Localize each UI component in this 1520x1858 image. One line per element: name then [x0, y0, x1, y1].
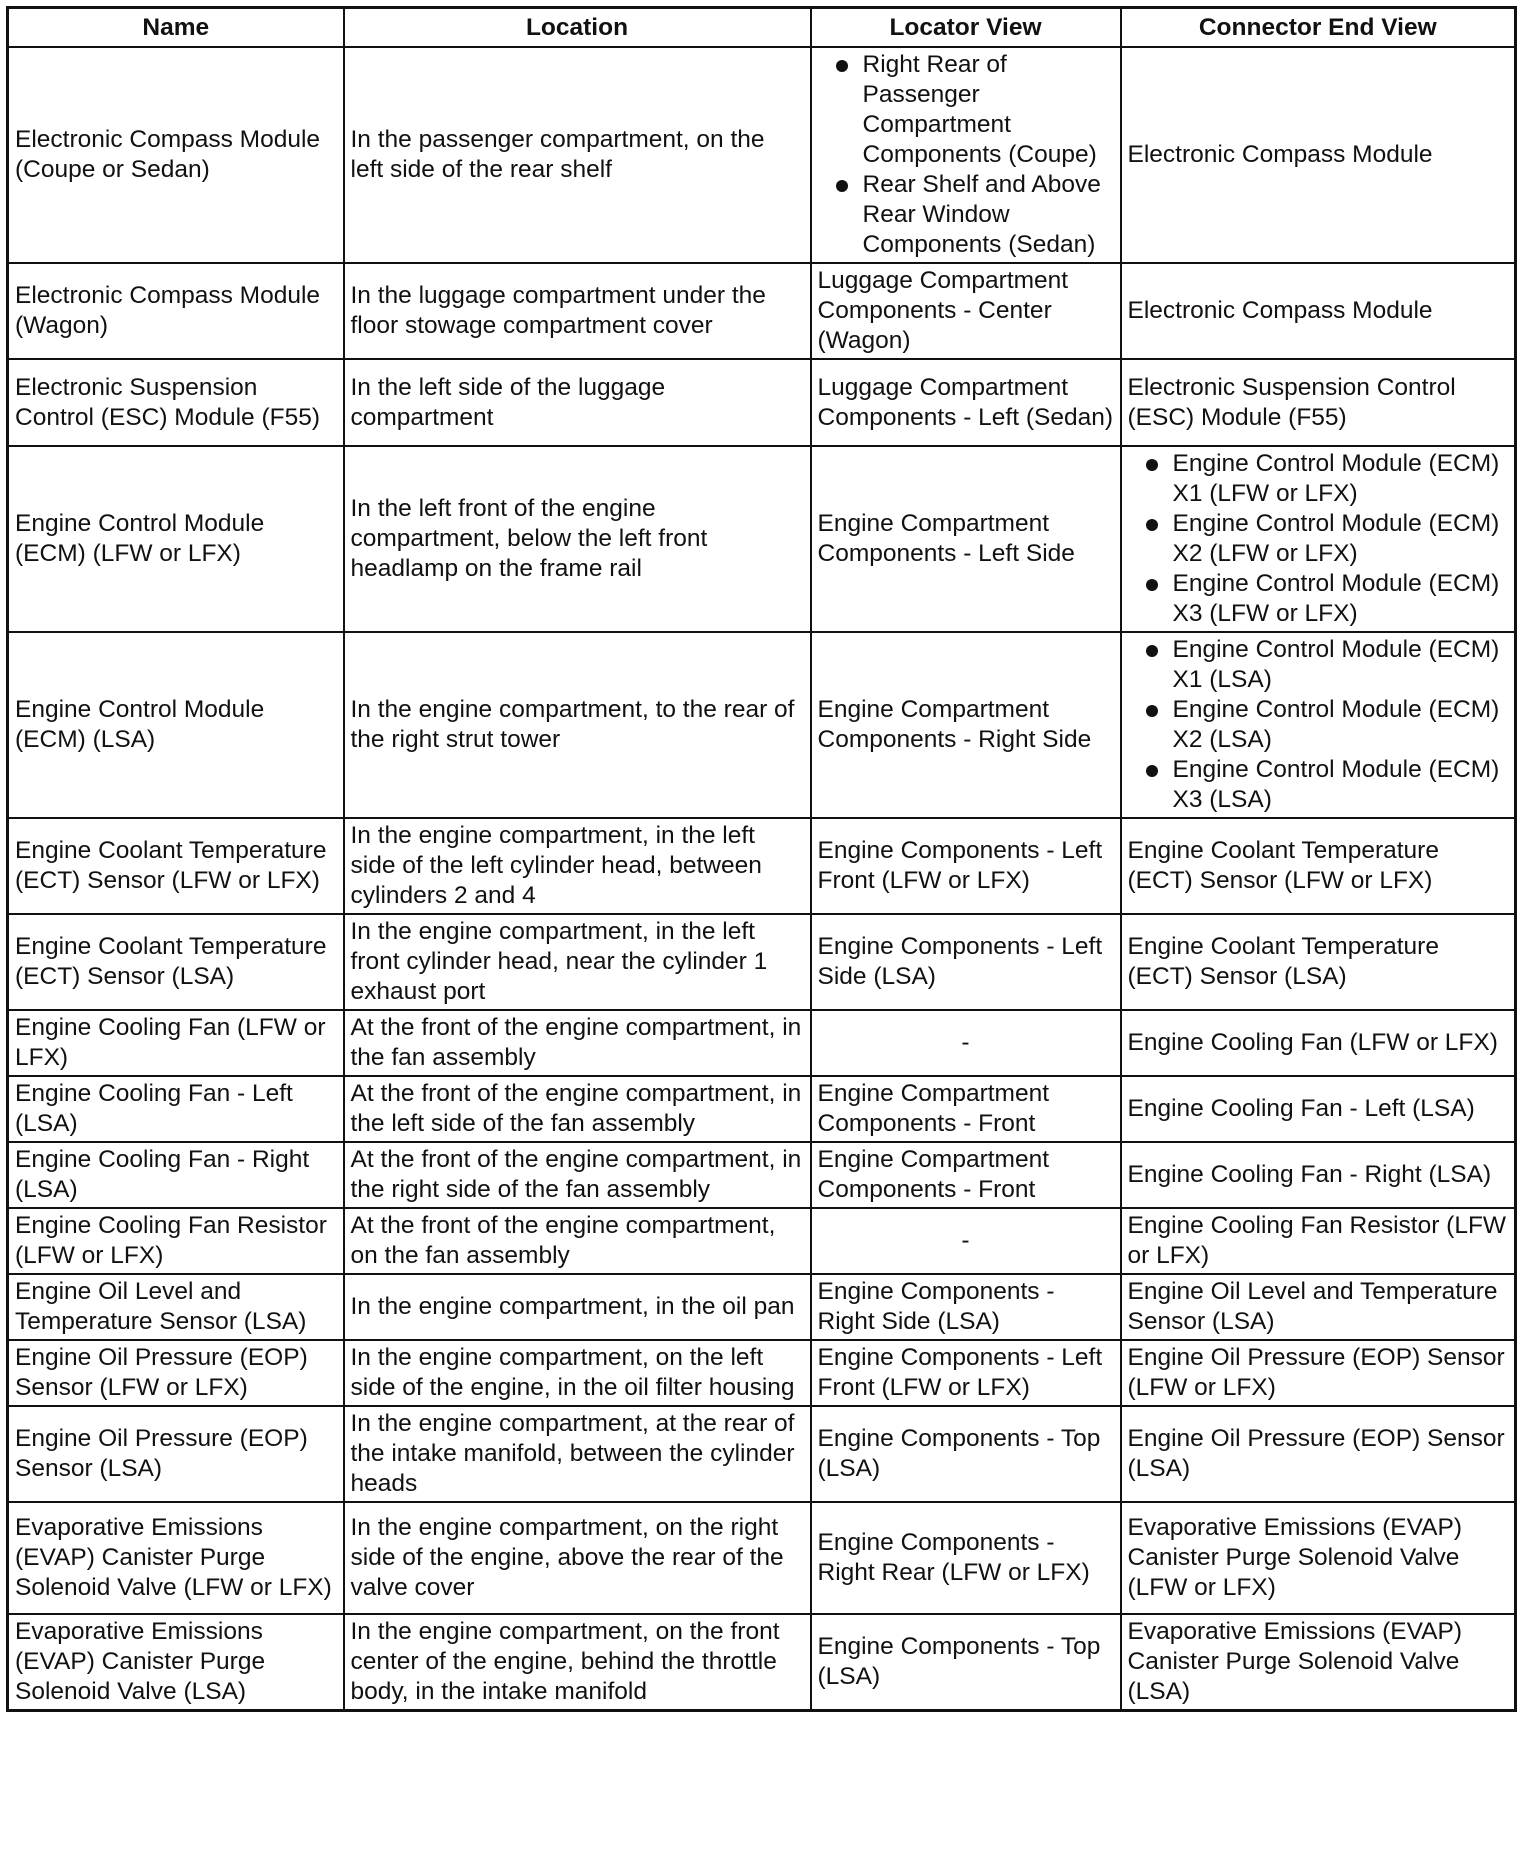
header-name: Name — [8, 8, 344, 48]
table-row — [8, 632, 1516, 818]
name-cell: Engine Cooling Fan - Left (LSA) — [8, 1076, 344, 1142]
locator-cell: - — [811, 1010, 1121, 1076]
locator-cell: Engine Components - Top (LSA) — [811, 1406, 1121, 1502]
location-cell: In the left side of the luggage compartment — [344, 359, 811, 446]
connector-cell: Engine Cooling Fan (LFW or LFX) — [1121, 1010, 1516, 1076]
table-row — [8, 1406, 1516, 1502]
locator-cell: Engine Compartment Components - Front — [811, 1076, 1121, 1142]
locator-cell: - — [811, 1208, 1121, 1274]
location-cell: In the engine compartment, in the left side of the left cylinder head, between cylinders 2 and 4 — [344, 818, 811, 914]
locator-cell — [811, 47, 1121, 263]
connector-list-item: Engine Control Module (ECM) X1 (LFW or LFX) — [1128, 449, 1509, 509]
locator-cell: Engine Components - Top (LSA) — [811, 1614, 1121, 1711]
connector-list-item: Engine Control Module (ECM) X1 (LSA) — [1128, 635, 1509, 695]
location-cell: At the front of the engine compartment, in the right side of the fan assembly — [344, 1142, 811, 1208]
table-row — [8, 1076, 1516, 1142]
connector-cell: Evaporative Emissions (EVAP) Canister Purge Solenoid Valve (LFW or LFX) — [1121, 1502, 1516, 1614]
location-cell: In the engine compartment, at the rear of the intake manifold, between the cylinder heads — [344, 1406, 811, 1502]
connector-cell: Electronic Compass Module — [1121, 263, 1516, 359]
locator-list-item: Right Rear of Passenger Compartment Components (Coupe) — [818, 50, 1114, 170]
table-row — [8, 47, 1516, 263]
location-cell: In the engine compartment, on the front center of the engine, behind the throttle body, in the intake manifold — [344, 1614, 811, 1711]
location-cell: At the front of the engine compartment, in the fan assembly — [344, 1010, 811, 1076]
locator-cell: Luggage Compartment Components - Left (Sedan) — [811, 359, 1121, 446]
location-cell: In the engine compartment, on the left side of the engine, in the oil filter housing — [344, 1340, 811, 1406]
table-row — [8, 1142, 1516, 1208]
table-row — [8, 1340, 1516, 1406]
connector-cell: Engine Coolant Temperature (ECT) Sensor (LFW or LFX) — [1121, 818, 1516, 914]
connector-cell: Engine Coolant Temperature (ECT) Sensor (LSA) — [1121, 914, 1516, 1010]
table-row — [8, 446, 1516, 632]
locator-cell: Luggage Compartment Components - Center (Wagon) — [811, 263, 1121, 359]
table-row — [8, 818, 1516, 914]
connector-cell: Engine Oil Level and Temperature Sensor (LSA) — [1121, 1274, 1516, 1340]
connector-list — [1128, 449, 1509, 629]
connector-list — [1128, 635, 1509, 815]
locator-cell: Engine Compartment Components - Left Side — [811, 446, 1121, 632]
location-cell: In the luggage compartment under the floor stowage compartment cover — [344, 263, 811, 359]
connector-list-item: Engine Control Module (ECM) X2 (LSA) — [1128, 695, 1509, 755]
connector-list-item: Engine Control Module (ECM) X3 (LFW or LFX) — [1128, 569, 1509, 629]
connector-cell — [1121, 446, 1516, 632]
table-row — [8, 263, 1516, 359]
name-cell: Electronic Suspension Control (ESC) Module (F55) — [8, 359, 344, 446]
name-cell: Engine Oil Level and Temperature Sensor (LSA) — [8, 1274, 344, 1340]
locator-cell: Engine Components - Left Front (LFW or LFX) — [811, 818, 1121, 914]
connector-cell: Electronic Suspension Control (ESC) Module (F55) — [1121, 359, 1516, 446]
location-cell: In the engine compartment, on the right side of the engine, above the rear of the valve cover — [344, 1502, 811, 1614]
name-cell: Engine Cooling Fan (LFW or LFX) — [8, 1010, 344, 1076]
locator-list-item: Rear Shelf and Above Rear Window Components (Sedan) — [818, 170, 1114, 260]
name-cell: Engine Control Module (ECM) (LSA) — [8, 632, 344, 818]
header-connector-end-view: Connector End View — [1121, 8, 1516, 48]
name-cell: Engine Oil Pressure (EOP) Sensor (LFW or LFX) — [8, 1340, 344, 1406]
connector-cell: Engine Cooling Fan - Right (LSA) — [1121, 1142, 1516, 1208]
name-cell: Engine Control Module (ECM) (LFW or LFX) — [8, 446, 344, 632]
connector-cell: Engine Oil Pressure (EOP) Sensor (LFW or LFX) — [1121, 1340, 1516, 1406]
component-locator-table — [6, 6, 1517, 1712]
name-cell: Engine Coolant Temperature (ECT) Sensor (LFW or LFX) — [8, 818, 344, 914]
locator-cell: Engine Components - Left Front (LFW or LFX) — [811, 1340, 1121, 1406]
table-row — [8, 1274, 1516, 1340]
connector-cell: Engine Oil Pressure (EOP) Sensor (LSA) — [1121, 1406, 1516, 1502]
name-cell: Engine Coolant Temperature (ECT) Sensor (LSA) — [8, 914, 344, 1010]
table-row — [8, 1208, 1516, 1274]
connector-list-item: Engine Control Module (ECM) X2 (LFW or LFX) — [1128, 509, 1509, 569]
connector-cell: Evaporative Emissions (EVAP) Canister Purge Solenoid Valve (LSA) — [1121, 1614, 1516, 1711]
locator-cell: Engine Compartment Components - Front — [811, 1142, 1121, 1208]
table-row — [8, 1010, 1516, 1076]
location-cell: At the front of the engine compartment, in the left side of the fan assembly — [344, 1076, 811, 1142]
location-cell: In the engine compartment, in the left front cylinder head, near the cylinder 1 exhaust port — [344, 914, 811, 1010]
locator-cell: Engine Components - Right Rear (LFW or LFX) — [811, 1502, 1121, 1614]
name-cell: Engine Cooling Fan - Right (LSA) — [8, 1142, 344, 1208]
table-row — [8, 1614, 1516, 1711]
header-locator-view: Locator View — [811, 8, 1121, 48]
table-row — [8, 1502, 1516, 1614]
connector-list-item: Engine Control Module (ECM) X3 (LSA) — [1128, 755, 1509, 815]
locator-list — [818, 50, 1114, 260]
connector-cell: Engine Cooling Fan - Left (LSA) — [1121, 1076, 1516, 1142]
name-cell: Evaporative Emissions (EVAP) Canister Purge Solenoid Valve (LSA) — [8, 1614, 344, 1711]
locator-cell: Engine Components - Right Side (LSA) — [811, 1274, 1121, 1340]
locator-cell: Engine Compartment Components - Right Side — [811, 632, 1121, 818]
name-cell: Evaporative Emissions (EVAP) Canister Purge Solenoid Valve (LFW or LFX) — [8, 1502, 344, 1614]
name-cell: Electronic Compass Module (Coupe or Sedan) — [8, 47, 344, 263]
table-row — [8, 359, 1516, 446]
location-cell: In the engine compartment, to the rear of the right strut tower — [344, 632, 811, 818]
table-body — [8, 47, 1516, 1711]
locator-cell: Engine Components - Left Side (LSA) — [811, 914, 1121, 1010]
location-cell: In the engine compartment, in the oil pan — [344, 1274, 811, 1340]
connector-cell: Electronic Compass Module — [1121, 47, 1516, 263]
connector-cell — [1121, 632, 1516, 818]
name-cell: Engine Oil Pressure (EOP) Sensor (LSA) — [8, 1406, 344, 1502]
table-row — [8, 914, 1516, 1010]
connector-cell: Engine Cooling Fan Resistor (LFW or LFX) — [1121, 1208, 1516, 1274]
name-cell: Electronic Compass Module (Wagon) — [8, 263, 344, 359]
name-cell: Engine Cooling Fan Resistor (LFW or LFX) — [8, 1208, 344, 1274]
location-cell: In the passenger compartment, on the left side of the rear shelf — [344, 47, 811, 263]
location-cell: At the front of the engine compartment, on the fan assembly — [344, 1208, 811, 1274]
location-cell: In the left front of the engine compartment, below the left front headlamp on the frame rail — [344, 446, 811, 632]
header-location: Location — [344, 8, 811, 48]
header-row — [8, 8, 1516, 48]
